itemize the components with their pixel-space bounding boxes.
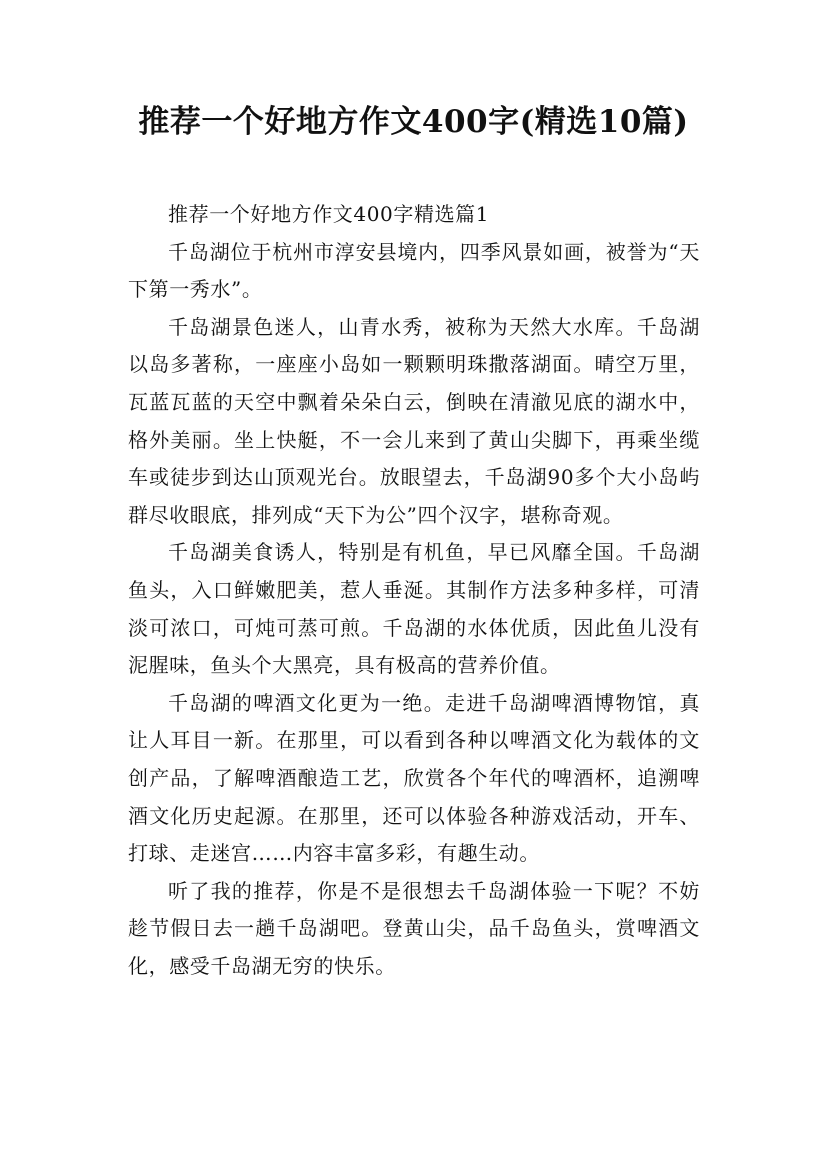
- paragraph-food: 千岛湖美食诱人，特别是有机鱼，早已风靡全国。千岛湖鱼头，入口鲜嫩肥美，惹人垂涎。其制作方法多种多样，可清淡可浓口，可炖可蒸可煎。千岛湖的水体优质，因此鱼儿没有泥腥味，鱼头个大黑亮，具有极高的营养价值。: [128, 540, 700, 678]
- document-title: 推荐一个好地方作文400字(精选10篇): [138, 104, 689, 140]
- paragraph-beer-culture: 千岛湖的啤酒文化更为一绝。走进千岛湖啤酒博物馆，真让人耳目一新。在那里，可以看到各种以啤酒文化为载体的文创产品，了解啤酒酿造工艺，欣赏各个年代的啤酒杯，追溯啤酒文化历史起源。在那里，还可以体验各种游戏活动，开车、打球、走迷宫……内容丰富多彩，有趣生动。: [128, 690, 700, 866]
- document-body: [128, 196, 700, 985]
- section-heading: 推荐一个好地方作文400字精选篇1: [168, 202, 490, 226]
- paragraph-conclusion: 听了我的推荐，你是不是很想去千岛湖体验一下呢？不妨趁节假日去一趟千岛湖吧。登黄山尖，品千岛鱼头，赏啤酒文化，感受千岛湖无穷的快乐。: [128, 878, 700, 978]
- paragraph-scenery: 千岛湖景色迷人，山青水秀，被称为天然大水库。千岛湖以岛多著称，一座座小岛如一颗颗明珠撒落湖面。晴空万里，瓦蓝瓦蓝的天空中飘着朵朵白云，倒映在清澈见底的湖水中，格外美丽。坐上快艇，不一会儿来到了黄山尖脚下，再乘坐缆车或徒步到达山顶观光台。放眼望去，千岛湖90多个大小岛屿群尽收眼底，排列成“天下为公”四个汉字，堪称奇观。: [128, 314, 700, 527]
- paragraph-intro: 千岛湖位于杭州市淳安县境内，四季风景如画，被誉为“天下第一秀水”。: [128, 239, 700, 302]
